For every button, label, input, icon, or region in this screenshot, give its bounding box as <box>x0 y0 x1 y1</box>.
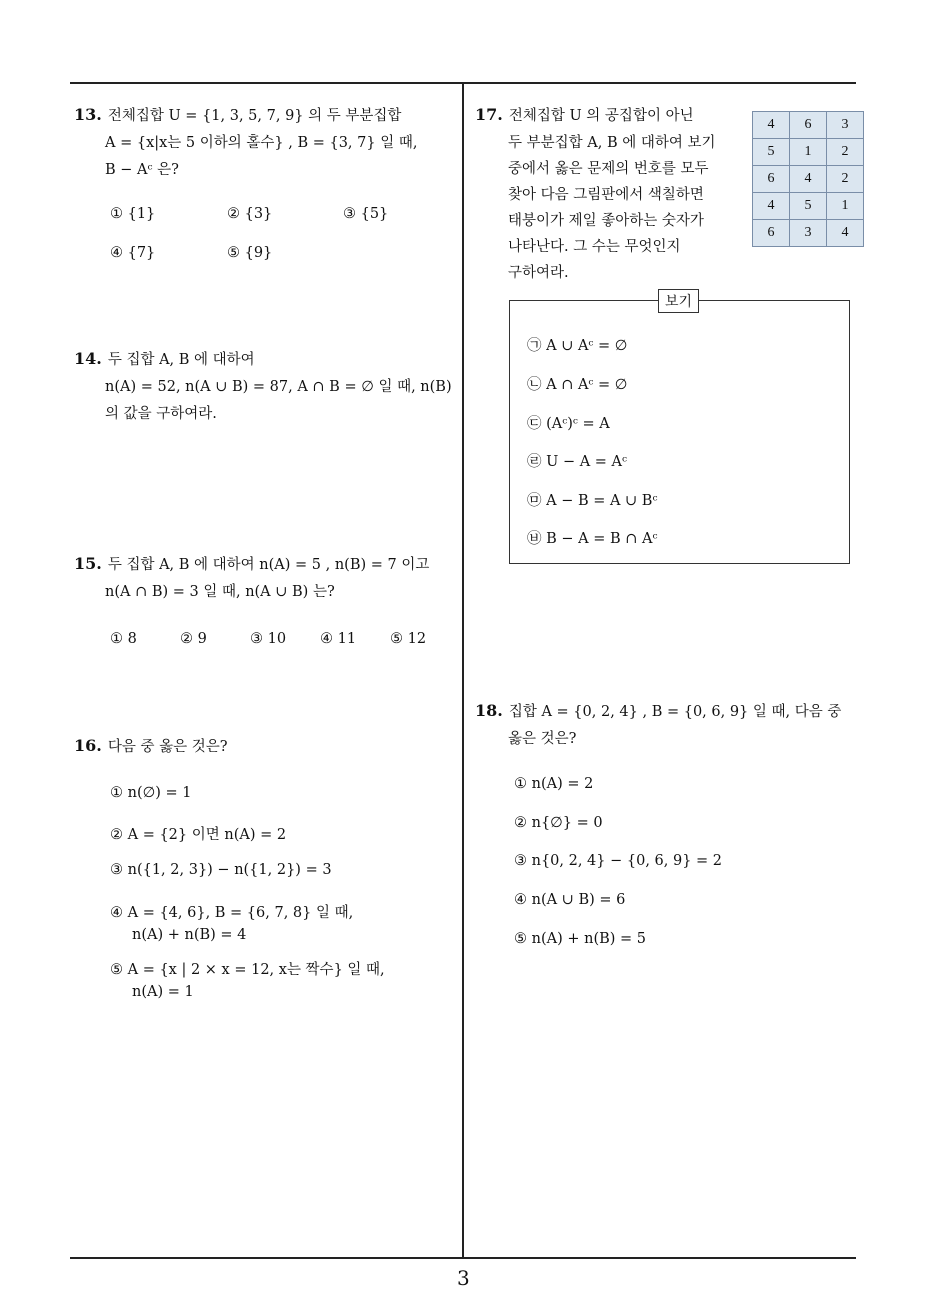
choice-2[interactable]: ② 9 <box>180 631 207 647</box>
grid-cell[interactable]: 4 <box>790 166 827 193</box>
question-text-line: 나타난다. 그 수는 무엇인지 <box>508 239 681 255</box>
question-text-line: 의 값을 구하여라. <box>105 406 217 422</box>
grid-cell[interactable]: 1 <box>827 193 864 220</box>
question-text-line: 두 집합 A, B 에 대하여 <box>107 352 255 368</box>
grid-row <box>753 220 864 247</box>
choice-5[interactable]: ⑤ 12 <box>390 631 427 647</box>
choice-3[interactable]: ③ {5} <box>343 206 389 222</box>
grid-row <box>753 139 864 166</box>
question-text-line: 전체집합 U 의 공집합이 아닌 <box>508 108 694 124</box>
column-divider <box>462 82 464 1258</box>
choice-5-continued: n(A) = 1 <box>132 984 194 1000</box>
grid-cell[interactable]: 1 <box>790 139 827 166</box>
choice-3[interactable]: ③ 10 <box>250 631 287 647</box>
choice-1[interactable]: ① n(A) = 2 <box>514 776 594 792</box>
question-text-line: 집합 A = {0, 2, 4} , B = {0, 6, 9} 일 때, 다음 중 <box>508 704 842 720</box>
grid-cell[interactable]: 4 <box>753 193 790 220</box>
choice-2[interactable]: ② A = {2} 이면 n(A) = 2 <box>110 827 287 843</box>
bottom-rule <box>70 1257 856 1259</box>
grid-cell[interactable]: 4 <box>753 112 790 139</box>
question-number: 18. <box>475 701 503 720</box>
question-number: 17. <box>475 105 503 124</box>
grid-cell[interactable]: 5 <box>790 193 827 220</box>
choice-1[interactable]: ① n(∅) = 1 <box>110 785 192 801</box>
question-text-line: A = {x|x는 5 이하의 홀수} , B = {3, 7} 일 때, <box>105 135 418 151</box>
choice-5[interactable]: ⑤ A = {x | 2 × x = 12, x는 짝수} 일 때, <box>110 962 385 978</box>
choice-3[interactable]: ③ n({1, 2, 3}) − n({1, 2}) = 3 <box>110 862 332 878</box>
grid-row <box>753 166 864 193</box>
question-number: 14. <box>74 349 102 368</box>
choice-1[interactable]: ① {1} <box>110 206 156 222</box>
question-text-line: n(A ∩ B) = 3 일 때, n(A ∪ B) 는? <box>105 584 335 600</box>
grid-cell[interactable]: 3 <box>790 220 827 247</box>
choice-4-continued: n(A) + n(B) = 4 <box>132 927 247 943</box>
choice-5[interactable]: ⑤ {9} <box>227 245 273 261</box>
question-text-line: 옳은 것은? <box>508 731 577 747</box>
question-text-line: 두 집합 A, B 에 대하여 n(A) = 5 , n(B) = 7 이고 <box>107 557 430 573</box>
question-text-line: 두 부분집합 A, B 에 대하여 보기 <box>508 135 716 151</box>
grid-cell[interactable]: 3 <box>827 112 864 139</box>
choice-2[interactable]: ② {3} <box>227 206 273 222</box>
bogi-title: 보기 <box>658 289 699 313</box>
question-text-line: 태붕이가 제일 좋아하는 숫자가 <box>508 213 704 229</box>
question-text-line: 중에서 옳은 문제의 번호를 모두 <box>508 161 709 177</box>
bogi-item: ㉢ (Aᶜ)ᶜ = A <box>527 416 610 432</box>
question-text-line: n(A) = 52, n(A ∪ B) = 87, A ∩ B = ∅ 일 때, n(B) <box>105 379 452 395</box>
grid-row <box>753 193 864 220</box>
bogi-item: ㉠ A ∪ Aᶜ = ∅ <box>527 338 628 354</box>
grid-cell[interactable]: 6 <box>753 166 790 193</box>
question-text-line: 찾아 다음 그림판에서 색칠하면 <box>508 187 704 203</box>
grid-cell[interactable]: 6 <box>790 112 827 139</box>
question-number: 13. <box>74 105 102 124</box>
grid-cell[interactable]: 2 <box>827 139 864 166</box>
choice-4[interactable]: ④ A = {4, 6}, B = {6, 7, 8} 일 때, <box>110 905 354 921</box>
page-number: 3 <box>457 1266 470 1290</box>
question-number: 15. <box>74 554 102 573</box>
grid-cell[interactable]: 2 <box>827 166 864 193</box>
choice-4[interactable]: ④ n(A ∪ B) = 6 <box>514 892 626 908</box>
bogi-item: ㉡ A ∩ Aᶜ = ∅ <box>527 377 628 393</box>
question-text-line: 다음 중 옳은 것은? <box>107 739 228 755</box>
choice-2[interactable]: ② n{∅} = 0 <box>514 815 603 831</box>
question-text-line: B − Aᶜ 은? <box>105 162 179 178</box>
choice-1[interactable]: ① 8 <box>110 631 137 647</box>
grid-row <box>753 112 864 139</box>
grid-cell[interactable]: 4 <box>827 220 864 247</box>
choice-4[interactable]: ④ {7} <box>110 245 156 261</box>
grid-cell[interactable]: 6 <box>753 220 790 247</box>
number-grid <box>752 111 864 247</box>
choice-5[interactable]: ⑤ n(A) + n(B) = 5 <box>514 931 647 947</box>
grid-cell[interactable]: 5 <box>753 139 790 166</box>
choice-4[interactable]: ④ 11 <box>320 631 357 647</box>
bogi-item: ㉣ U − A = Aᶜ <box>527 454 628 470</box>
question-text-line: 구하여라. <box>508 265 569 281</box>
question-number: 16. <box>74 736 102 755</box>
choice-3[interactable]: ③ n{0, 2, 4} − {0, 6, 9} = 2 <box>514 853 723 869</box>
question-text-line: 전체집합 U = {1, 3, 5, 7, 9} 의 두 부분집합 <box>107 108 402 124</box>
bogi-item: ㉥ B − A = B ∩ Aᶜ <box>527 531 658 547</box>
bogi-item: ㉤ A − B = A ∪ Bᶜ <box>527 493 658 509</box>
